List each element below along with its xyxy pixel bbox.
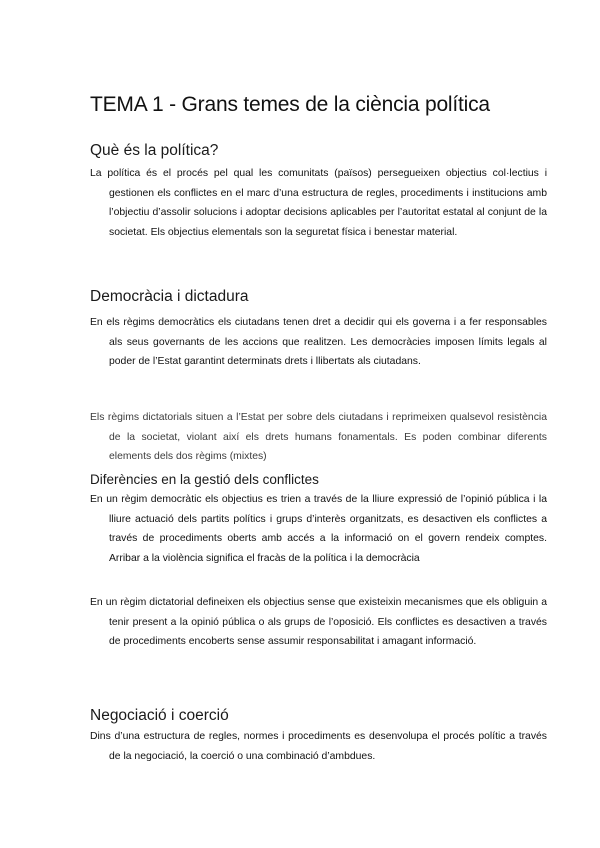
paragraph-conflictes-democratic: En un règim democràtic els objectius es trien a través de la lliure expressió de l’opinió pública i la lliure actuació dels partits polítics i grups d’interès organitzats, es desactiven els conflictes a través de procediments oberts amb accés a la informació on el govern rendeix comptes. Arribar a la violència significa el fracàs de la política i la democràcia [90,494,547,564]
paragraph-negociacio: Dins d’una estructura de regles, normes i procediments es desenvolupa el procés polític a través de la negociació, la coerció o una combinació d’ambdues. [90,731,547,762]
paragraph-democracia: En els règims democràtics els ciutadans tenen dret a decidir qui els governa i a fer responsables als seus governants de les accions que realitzen. Les democràcies imposen límits legals al poder de l’Estat garantint determinats drets i llibertats als ciutadans. [90,317,547,368]
paragraph-dictadura: Els règims dictatorials situen a l’Estat per sobre dels ciutadans i reprimeixen qualsevol resistència de la societat, violant així els drets humans fonamentals. Es poden combinar diferents elements dels dos règims (mixtes) [90,412,547,463]
section-heading-gestio-conflictes: Diferències en la gestió dels conflictes [90,472,319,487]
section-heading-negociacio-coercio: Negociació i coerció [90,707,229,724]
page-title: TEMA 1 - Grans temes de la ciència política [90,93,490,116]
paragraph-politica: La política és el procés pel qual les comunitats (països) persegueixen objectius col·lectius i gestionen els conflictes en el marc d’una estructura de regles, procediments i institucions amb l’objectiu d’assolir solucions i adoptar decisions aplicables per l’autoritat estatal al conjunt de la societat. Els objectius elementals son la seguretat física i benestar material. [90,168,547,238]
paragraph-conflictes-dictatorial: En un règim dictatorial defineixen els objectius sense que existeixin mecanismes que els obliguin a tenir present a la opinió pública o als grups de l’oposició. Els conflictes es desactiven a través de procediments encoberts sense assumir responsabilitat i amagant informació. [90,597,547,648]
section-heading-politica: Què és la política? [90,142,219,159]
section-heading-democracia-dictadura: Democràcia i dictadura [90,288,249,305]
